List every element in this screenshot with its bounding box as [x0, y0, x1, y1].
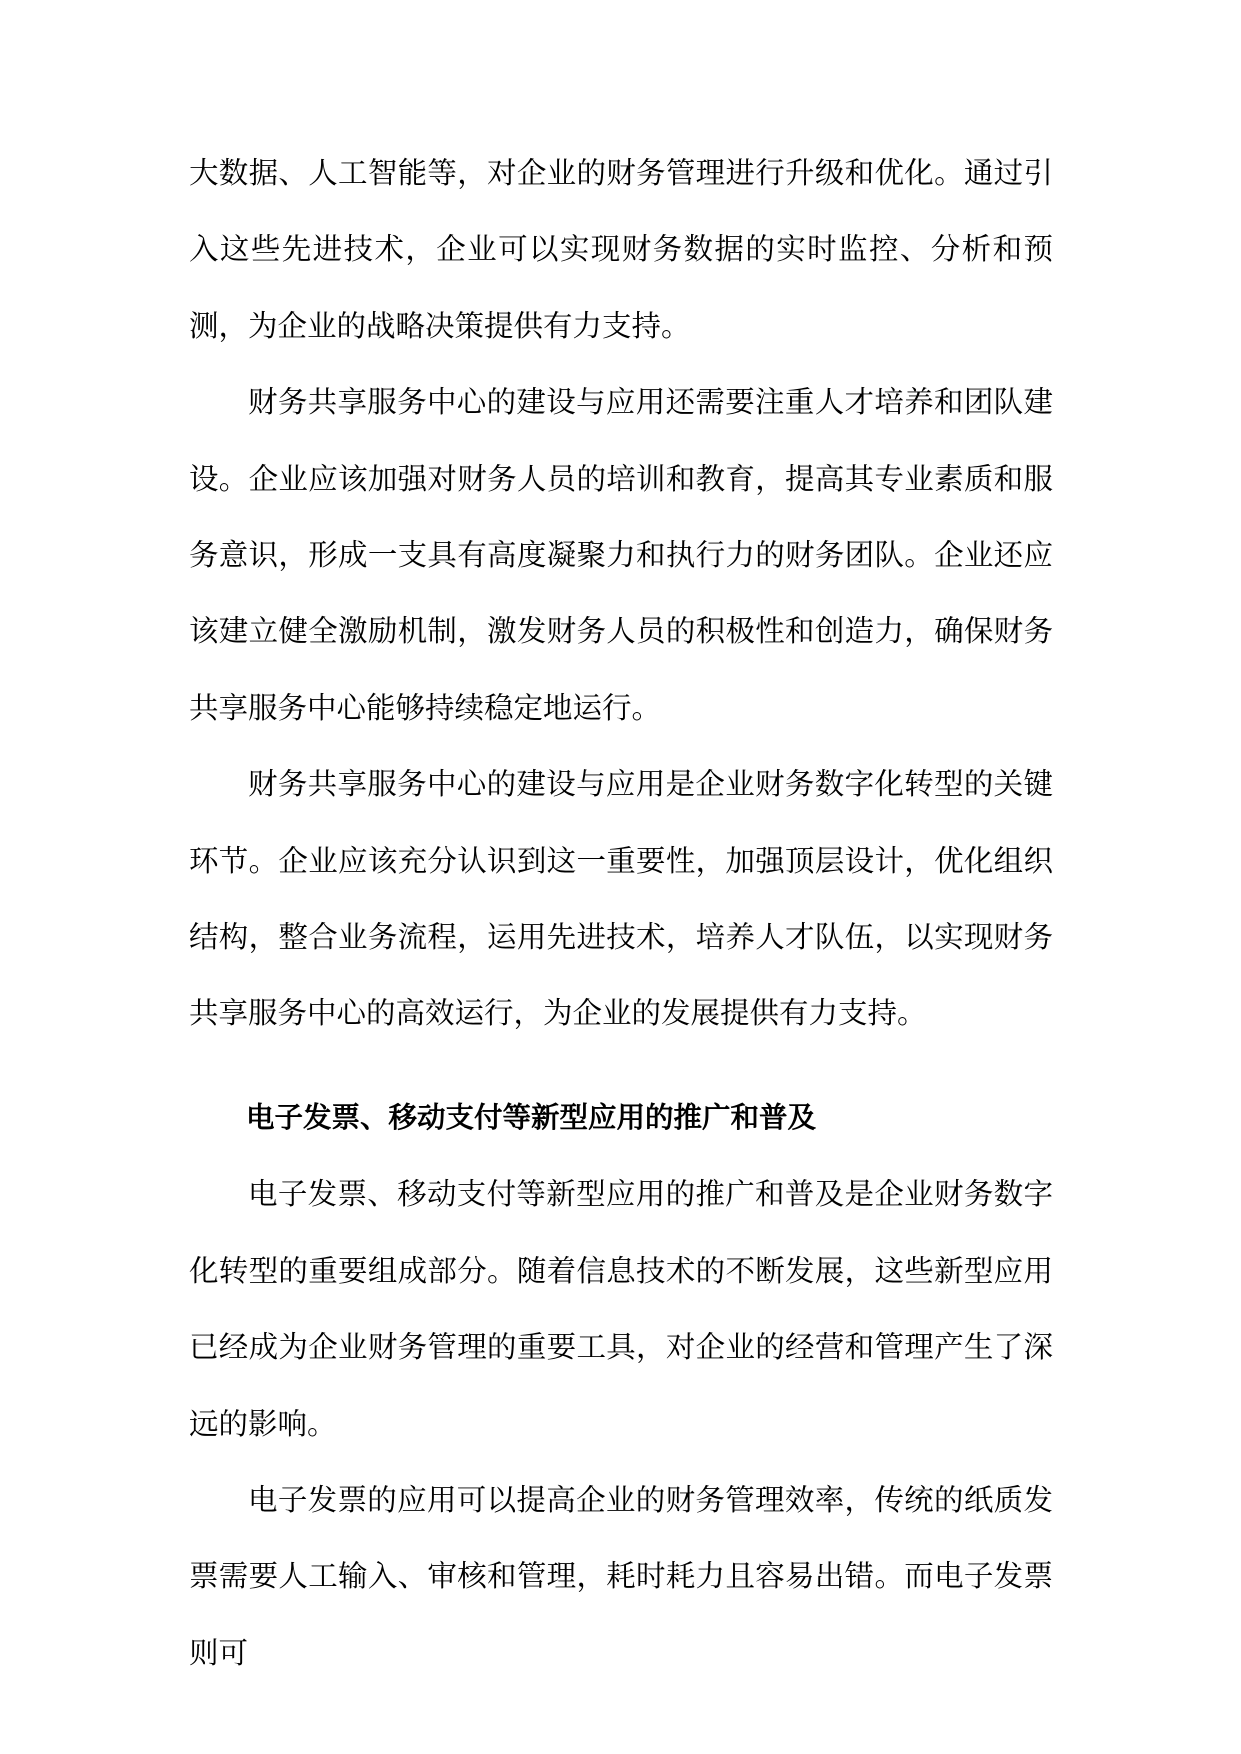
- section-heading: 电子发票、移动支付等新型应用的推广和普及: [246, 1100, 817, 1134]
- paragraph-new-applications: 电子发票、移动支付等新型应用的推广和普及是企业财务数字化转型的重要组成部分。随着信息技术的不断发展，这些新型应用已经成为企业财务管理的重要工具，对企业的经营和管理产生了深远的影响。: [189, 1177, 1053, 1441]
- paragraph-talent-cultivation: 财务共享服务中心的建设与应用还需要注重人才培养和团队建设。企业应该加强对财务人员的培训和教育，提高其专业素质和服务意识，形成一支具有高度凝聚力和执行力的财务团队。企业还应该建立健全激励机制，激发财务人员的积极性和创造力，确保财务共享服务中心能够持续稳定地运行。: [189, 385, 1053, 725]
- paragraph-electronic-invoice: 电子发票的应用可以提高企业的财务管理效率，传统的纸质发票需要人工输入、审核和管理，耗时耗力且容易出错。而电子发票则可: [189, 1482, 1053, 1670]
- paragraph-continuation: 大数据、人工智能等，对企业的财务管理进行升级和优化。通过引入这些先进技术，企业可以实现财务数据的实时监控、分析和预测，为企业的战略决策提供有力支持。: [189, 156, 1053, 343]
- paragraph-shared-service-summary: 财务共享服务中心的建设与应用是企业财务数字化转型的关键环节。企业应该充分认识到这一重要性，加强顶层设计，优化组织结构，整合业务流程，运用先进技术，培养人才队伍，以实现财务共享服务中心的高效运行，为企业的发展提供有力支持。: [189, 767, 1053, 1031]
- document-page: [189, 135, 1053, 1691]
